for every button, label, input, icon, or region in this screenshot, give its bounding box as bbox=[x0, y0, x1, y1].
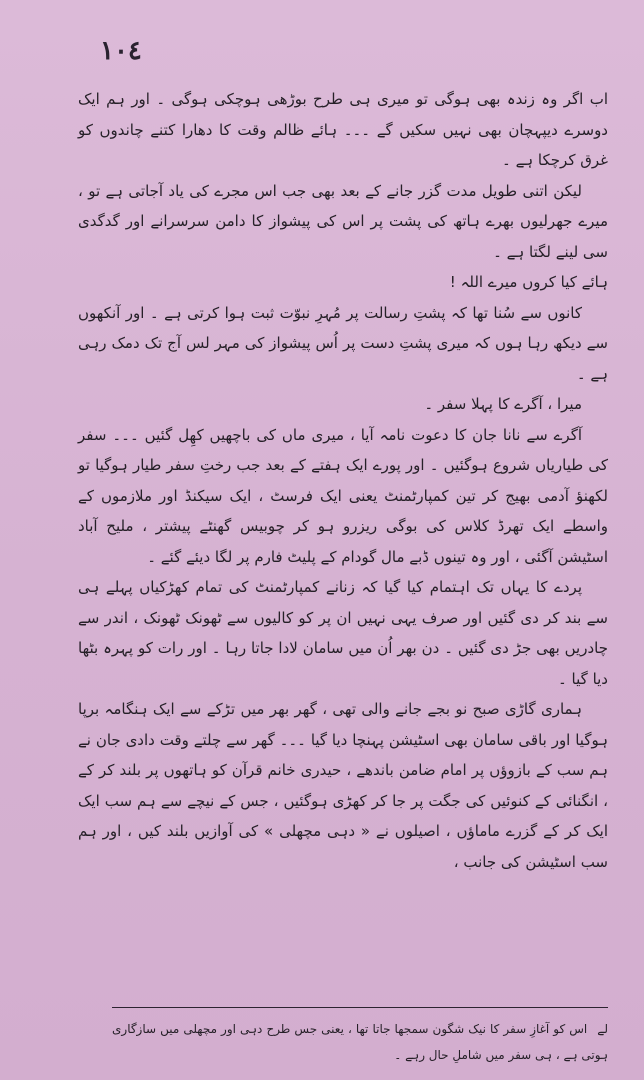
paragraph: میرا ، آگرے کا پہلا سفر ۔ bbox=[424, 395, 582, 413]
page-number: ١٠٤ bbox=[100, 36, 142, 66]
paragraph: پردے کا یہاں تک اہتمام کیا گیا کہ زنانے کمپارٹمنٹ کی تمام کھڑکیاں پہلے ہی سے بند کر دی گئیں اور صرف یہی نہیں ان پر کو کالیوں سے ٹھونک ٹھونک ، اندر سے چادریں بھی جڑ دی گئیں ۔ دن بھر اُن میں سامان لادا جاتا رہا ۔ اور رات کو پہرہ بٹھا دیا گیا ۔ bbox=[78, 578, 608, 688]
paragraph: لیکن اتنی طویل مدت گزر جانے کے بعد بھی جب اس مجرے کی یاد آجاتی ہے تو ، میرے جھرلیوں بھرے ہاتھ کی پشت پر اس کی پیشواز کا دامن سرسرانے اور گدگدی سی لینے لگتا ہے ۔ bbox=[78, 181, 608, 261]
footnote bbox=[112, 1016, 608, 1068]
footnote-divider bbox=[112, 1007, 608, 1008]
paragraph: اب اگر وہ زندہ بھی ہوگی تو میری ہی طرح بوڑھی ہوچکی ہوگی ۔ اور ہم ایک دوسرے دیپہچان بھی نہیں سکیں گے ۔۔۔ ہائے ظالم وقت کا دھارا کتنے چاندوں کو غرق کرچکا ہے ۔ bbox=[78, 90, 608, 169]
footnote-marker: لے bbox=[597, 1022, 608, 1036]
paragraph: ہائے کیا کروں میرے اللہ ! bbox=[449, 273, 608, 291]
paragraph: کانوں سے سُنا تھا کہ پشتِ رسالت پر مُہرِ نبوّت ثبت ہوا کرتی ہے ۔ اور آنکھوں سے دیکھ رہا ہوں کہ میری پشتِ دست پر اُس پیشواز کی مہر لس آج تک دمک رہی ہے ۔ bbox=[78, 303, 608, 383]
body-text bbox=[78, 84, 608, 877]
footnote-text: اس کو آغازِ سفر کا نیک شگون سمجھا جاتا تھا ، یعنی جس طرح دہی اور مچھلی میں سازگاری ہوتی ہے ، ہی سفر میں شاملِ حال رہے ۔ bbox=[112, 1022, 608, 1062]
paragraph: آگرے سے نانا جان کا دعوت نامہ آیا ، میری ماں کی باچھیں کھِل گئیں ۔۔۔ سفر کی طیاریاں شروع ہوگئیں ۔ اور پورے ایک ہفتے کے بعد جب رختِ سفر طیار ہوگیا تو لکھنؤ آدمی بھیج کر تین کمپارٹمنٹ یعنی ایک فرسٹ ، ایک سیکنڈ اور ملازموں کے واسطے ایک تھرڈ کلاس کی بوگی ریزرو ہو کر چوبیس گھنٹے پیشتر ، ملیح آباد اسٹیشن آگئی ، اور وہ تینوں ڈبے مال گودام کے پلیٹ فارم پر لگا دیئے گئے ۔ bbox=[78, 425, 608, 566]
paragraph: ہماری گاڑی صبح نو بجے جانے والی تھی ، گھر بھر میں تڑکے سے ایک ہنگامہ برپا ہوگیا اور باقی سامان بھی اسٹیشن پہنچا دیا گیا ۔۔۔ گھر سے چلتے وقت دادی جان نے ہم سب کے بازوؤں پر امام ضامن باندھے ، حیدری خانم قرآن کو ہاتھوں پر بلند کر کے ، انگنائی کے کنوئیں کی جگت پر جا کر کھڑی ہوگئیں ، جس کے نیچے سے ہم سب ایک ایک کر کے گزرے ماماؤں ، اصیلوں نے « دہی مچھلی » کی آوازیں بلند کیں ، اور ہم سب اسٹیشن کی جانب ، bbox=[78, 700, 608, 871]
